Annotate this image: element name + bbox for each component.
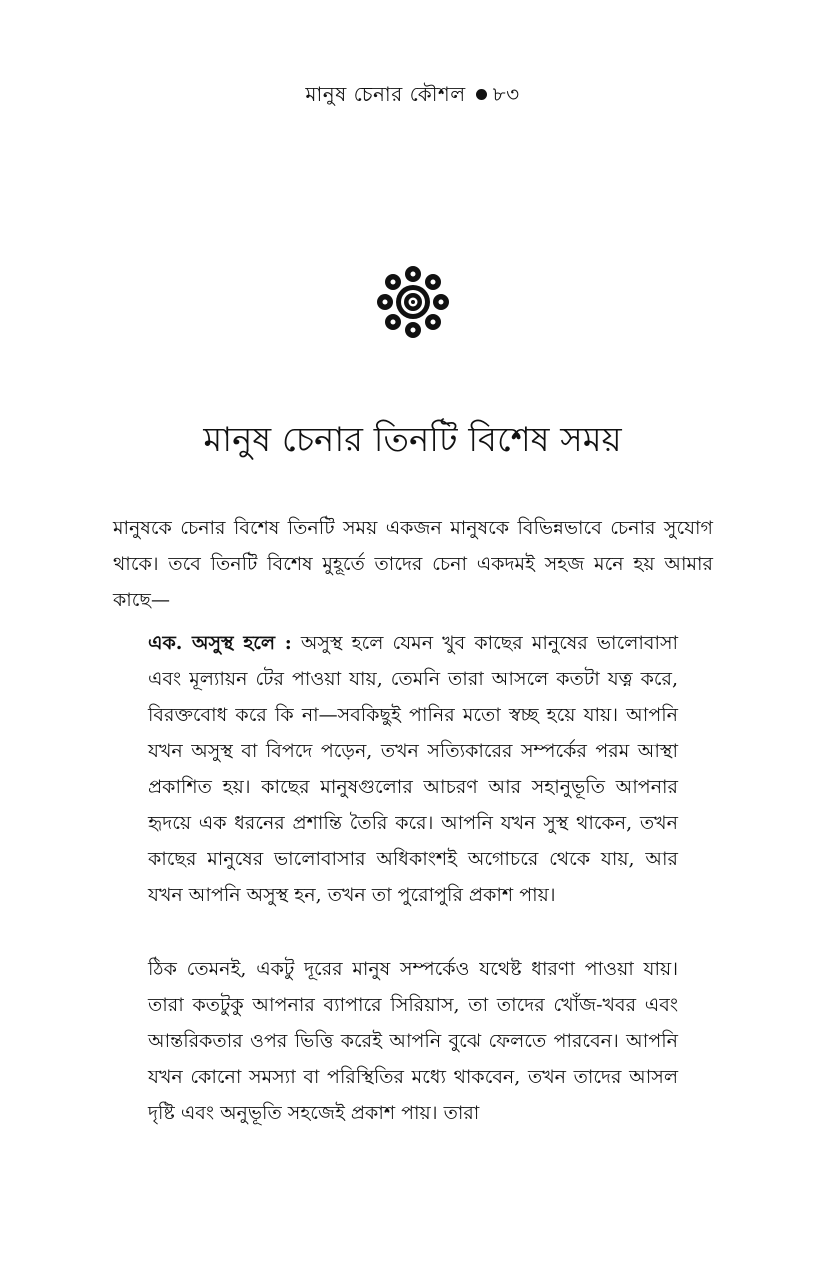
section-text-1: অসুস্থ হলে যেমন খুব কাছের মানুষের ভালোবাসা এবং মূল্যায়ন টের পাওয়া যায়, তেমনি তারা আসলে কতটা যত্ন করে, বিরক্তবোধ করে কি না—সবকিছুই পানির মতো স্বচ্ছ হয়ে যায়। আপনি যখন অসুস্থ বা বিপদে পড়েন, তখন সত্যিকারের সম্পর্কের পরম আস্থা প্রকাশিত হয়। কাছের মানুষগুলোর আচরণ আর সহানুভূতি আপনার হৃদয়ে এক ধরনের প্রশান্তি তৈরি করে। আপনি যখন সুস্থ থাকেন, তখন কাছের মানুষের ভালোবাসার অধিকাংশই অগোচরে থেকে যায়, আর যখন আপনি অসুস্থ হন, তখন তা পুরোপুরি প্রকাশ পায়। xyxy=(148,632,679,906)
section-lead-heading: এক. অসুস্থ হলে : xyxy=(148,632,292,654)
running-header xyxy=(0,80,825,113)
running-title: মানুষ চেনার কৌশল xyxy=(305,82,466,106)
section-paragraph-1 xyxy=(148,625,678,913)
section-paragraph-2 xyxy=(148,951,678,1131)
intro-paragraph xyxy=(113,510,713,618)
chapter-title: মানুষ চেনার তিনটি বিশেষ সময় xyxy=(203,420,622,460)
bullet-icon xyxy=(476,89,487,100)
section-text-2: ঠিক তেমনই, একটু দূরের মানুষ সম্পর্কেও যথেষ্ট ধারণা পাওয়া যায়। তারা কতটুকু আপনার ব্যাপারে সিরিয়াস, তা তাদের খোঁজ-খবর এবং আন্তরিকতার ওপর ভিত্তি করেই আপনি বুঝে ফেলতে পারবেন। আপনি যখন কোনো সমস্যা বা পরিস্থিতির মধ্যে থাকবেন, তখন তাদের আসল দৃষ্টি এবং অনুভূতি সহজেই প্রকাশ পায়। তারা xyxy=(148,958,678,1124)
flower-ornament-icon xyxy=(375,264,451,340)
intro-text: মানুষকে চেনার বিশেষ তিনটি সময় একজন মানুষকে বিভিন্নভাবে চেনার সুযোগ থাকে। তবে তিনটি বিশেষ মুহূর্তে তাদের চেনা একদমই সহজ মনে হয় আমার কাছে— xyxy=(113,517,713,611)
page-number: ৮৩ xyxy=(492,82,520,106)
